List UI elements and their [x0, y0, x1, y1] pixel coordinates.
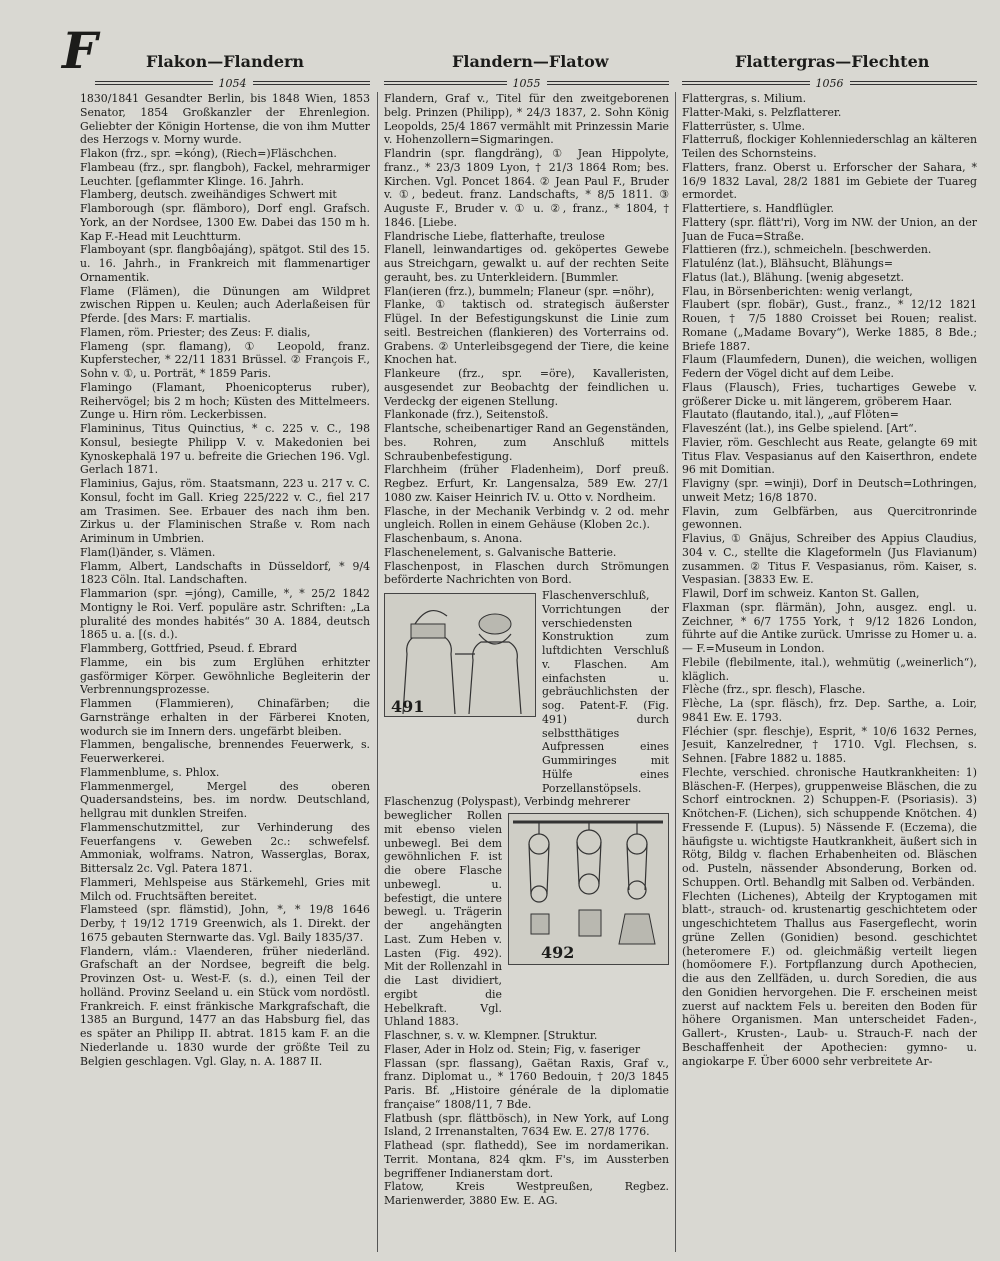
pulley-system-illustration	[509, 814, 667, 964]
section-letter: F	[62, 21, 98, 80]
entry: Flassan (spr. flassang), Gaëtan Raxis, Graf v., franz. Diplomat u., * 1760 Bedouin, † 20/3 1845 Paris. Bf. „Histoire générale de la diplomatie française“ 1808/11, 7 Bde.	[384, 1056, 669, 1111]
entry: Flam(l)änder, s. Vlämen.	[80, 545, 216, 559]
entry: Flaschner, s. v. w. Klempner. [Struktur.	[384, 1029, 598, 1042]
entry: Flavius, ① Gnäjus, Schreiber des Appius Claudius, 304 v. C., stellte die Klageformeln (Jus Flavianum) zusammen. ② Titus F. Vespasianus, röm. Kaiser, s. Vespasian. [3833 Ew. E.	[682, 532, 977, 587]
figure-491	[384, 593, 536, 717]
entry: Flammen, bengalische, brennendes Feuerwerk, s. Feuerwerkerei.	[80, 738, 370, 765]
entry: Flan(ieren (frz.), bummeln; Flaneur (spr. =nöhr),	[384, 284, 655, 298]
entry-flaschenverschluss	[542, 589, 669, 795]
column-left	[80, 92, 370, 1254]
entry: Flavin, zum Gelbfärben, aus Quercitronrinde gewonnen.	[682, 504, 977, 532]
entry: Flatow, Kreis Westpreußen, Regbez. Marienwerder, 3880 Ew. E. AG.	[384, 1180, 669, 1207]
entry: Flatterrüster, s. Ulme.	[682, 119, 805, 133]
entry: Flanke, ① taktisch od. strategisch äußerster Flügel. In der Befestigungskunst die Linie zum seitl. Bestreichen (flankieren) des Vorterrains od. Grabens. ② Unterleibsgegend der Tiere, die keine Knochen hat.	[384, 298, 669, 367]
entry: Flammeri, Mehlspeise aus Stärkemehl, Gries mit Milch od. Fruchtsäften bereitet.	[80, 875, 370, 903]
entry: Flandrin (spr. flangdräng), ① Jean Hippolyte, franz., * 23/3 1809 Lyon, † 21/3 1864 Rom; bes. Kirchen. Vgl. Poncet 1864. ② Jean Paul F., Bruder v. ①, bedeut. franz. Landschafts, * 8/5 1811. ③ Auguste F., Bruder v. ① u. ②, franz., * 1804, † 1846. [Liebe.	[384, 147, 669, 229]
entry: Flamboyant (spr. flangbôajáng), spätgot. Stil des 15. u. 16. Jahrh., in Frankreich mit flammenartiger Ornamentik.	[80, 243, 370, 284]
entry: Flaus (Flausch), Fries, tuchartiges Gewebe v. größerer Dicke u. mit längerem, gröberem Haar.	[682, 380, 977, 408]
pulley-set-middle	[577, 822, 601, 936]
entry: Flandern, vlám.: Vlaenderen, früher niederländ. Grafschaft an der Nordsee, begreift die belg. Provinzen Ost- u. West-F. (s. d.), einen Teil der holländ. Provinz Seeland u. ein Stück vom nordöstl. Frankreich. F. einst fränkische Markgrafschaft, die 1385 an Burgund, 1477 an das Habsburg fiel, das es später an Philipp II. abtrat. 1815 kam F. an die Niederlande u. 1830 wurde der größte Teil zu Belgien geschlagen. Vgl. Glay, n. A. 1887 II.	[80, 944, 370, 1068]
entry: Flankeure (frz., spr. =öre), Kavalleristen, ausgesendet zur Beobachtg der feindlichen u. Verdeckg der eigenen Stellung.	[384, 367, 669, 408]
entry: Flawil, Dorf im schweiz. Kanton St. Gallen,	[682, 587, 920, 600]
entry: Flaschenzug (Polyspast), Verbindg mehrerer	[384, 795, 631, 809]
entry: Fléchier (spr. fleschje), Esprit, * 10/6 1632 Pernes, Jesuit, Kanzelredner, † 1710. Vgl. Flechsen, s. Sehnen. [Fabre 1882 u. 1885.	[682, 724, 977, 765]
entry: Flammen (Flammieren), Chinafärben; die Garnstränge erhalten in der Färberei Knoten, wodurch sie im Innern ders. ungefärbt bleiben.	[80, 697, 370, 738]
entry: Flatus (lat.), Blähung. [wenig abgesetzt.	[682, 270, 904, 284]
entry: Flathead (spr. flathedd), See im nordamerikan. Territ. Montana, 824 qkm. F's, im Aussterben begriffener Indianerstam dort.	[384, 1139, 669, 1180]
bottle-block	[384, 589, 669, 795]
entry: Flasche, in der Mechanik Verbindg v. 2 od. mehr ungleich. Rollen in einem Gehäuse (Kloben 2c.).	[384, 504, 669, 532]
entry: Flattertiere, s. Handflügler.	[682, 202, 834, 215]
figure-492	[508, 813, 669, 965]
figure-number-491: 491	[391, 697, 425, 717]
entry: Flèche, La (spr. fläsch), frz. Dep. Sarthe, a. Loir, 9841 Ew. E. 1793.	[682, 697, 977, 724]
page-number-middle	[384, 76, 669, 90]
entry: Flechten (Lichenes), Abteilg der Kryptogamen mit blatt-, strauch- od. krustenartig geschichtetem oder ungeschichtetem Thallus aus Fasergeflecht, worin grüne Zellen (Gonidien) besond. geschichtet (heteromere F.) od. gleichmäßig verteilt liegen (homöomere F.). Fortpflanzung durch Apothecien, die aus den Zellfäden, u. durch Soredien, die aus den Gonidien hervorgehen. Die F. erscheinen meist zuerst auf nacktem Fels u. bereiten den Boden für höhere Organismen. Man unterscheidet Faden-, Gallert-, Krusten-, Laub- u. Strauch-F. nach der Beschaffenheit der Apothecien: gymno- u. angiokarpe F. Über 6000 sehr verbreitete Ar-	[682, 889, 977, 1068]
entry: Flamm, Albert, Landschafts in Düsseldorf, * 9/4 1823 Cöln. Ital. Landschaften.	[80, 559, 370, 587]
figure-number-492: 492	[541, 943, 575, 963]
entry: Flanell, leinwandartiges od. geköpertes Gewebe aus Streichgarn, gewalkt u. auf der rechten Seite gerauht, bes. zu Unterkleidern. [Bummler.	[384, 243, 669, 284]
entry: Flautato (flautando, ital.), „auf Flöten=	[682, 408, 899, 422]
entry: Flammenblume, s. Phlox.	[80, 765, 220, 779]
entry: Flechte, verschied. chronische Hautkrankheiten: 1) Bläschen-F. (Herpes), gruppenweise Bläschen, die zu Schorf eintrocknen. 2) Schuppen-F. (Psoriasis). 3) Knötchen-F. (Lichen), sich schuppende Knötchen. 4) Fressende F. (Lupus). 5) Nässende F. (Eczema), die häufigste u. wichtigste Hautkrankheit, äußert sich in Rötg, Bildg v. flachen Erhabenheiten od. Bläschen od. Pusteln, nässender Absonderung, Borken od. Schuppen. Ortl. Behandlg mit Salben od. Verbänden.	[682, 765, 977, 889]
entry: Flavier, röm. Geschlecht aus Reate, gelangte 69 mit Titus Flav. Vespasianus auf den Kaiserthron, endete 96 mit Domitian.	[682, 435, 977, 477]
entry: Flamininus, Titus Quinctius, * c. 225 v. C., 198 Konsul, besiegte Philipp V. v. Makedonien bei Kynoskephalä 197 u. befreite die Griechen 196. Vgl. Gerlach 1871.	[80, 422, 370, 477]
header-right: Flattergras—Flechten	[735, 52, 930, 71]
entry: 1830/1841 Gesandter Berlin, bis 1848 Wien, 1853 Senator, 1854 Großkanzler der Ehrenlegion. Geliebter der Königin Hortense, die von ihm Mutter des Herzogs v. Morny wurde.	[80, 92, 370, 147]
page-number-left-text: 1054	[218, 76, 247, 90]
entry: Flantsche, scheibenartiger Rand an Gegenständen, bes. Rohren, zum Anschluß mittels Schraubenbefestigung.	[384, 422, 669, 463]
page-number-left	[95, 76, 370, 90]
entry: Flandern, Graf v., Titel für den zweitgeborenen belg. Prinzen (Philipp), * 24/3 1837, 2. Sohn König Leopolds, 25/4 1867 vermählt mit Prinzessin Marie v. Hohenzollern=Sigmaringen.	[384, 92, 669, 147]
page-number-middle-text: 1055	[512, 76, 541, 90]
entry: Flaum (Flaumfedern, Dunen), die weichen, wolligen Federn der Vögel dicht auf dem Leibe.	[682, 353, 977, 380]
entry: Flamsteed (spr. flämstid), John, *, * 19/8 1646 Derby, † 19/12 1719 Greenwich, als 1. Direkt. der 1675 gebauten Sternwarte das. Vgl. Baily 1835/37.	[80, 903, 370, 944]
entry: Flatulénz (lat.), Blähsucht, Blähungs=	[682, 257, 894, 270]
entry: Flattergras, s. Milium.	[682, 92, 807, 105]
entry: Flatter-Maki, s. Pelzflatterer.	[682, 105, 842, 119]
column-right	[682, 92, 977, 1254]
entry: Flammarion (spr. =jóng), Camille, *, * 25/2 1842 Montigny le Roi. Verf. populäre astr. Schriften: „La pluralité des mondes habités“ 30 A. 1884, deutsch 1865 u. a. [(s. d.).	[80, 587, 370, 642]
entry: Flaschenbaum, s. Anona.	[384, 532, 523, 545]
entry: Flattery (spr. flätt'ri), Vorg im NW. der Union, an der Juan de Fuca=Straße.	[682, 215, 977, 243]
entry: Flau, in Börsenberichten: wenig verlangt,	[682, 284, 913, 298]
entry: Flamen, röm. Priester; des Zeus: F. dialis,	[80, 325, 311, 339]
entry: Flaminius, Gajus, röm. Staatsmann, 223 u. 217 v. C. Konsul, focht im Gall. Krieg 225/222 v. C., fiel 217 am Trasimen. See. Erbauer des nach ihm ben. Zirkus u. der Flaminischen Straße v. Rom nach Ariminum in Umbrien.	[80, 477, 370, 545]
entry: Flebile (flebilmente, ital.), wehmütig („weinerlich“), kläglich.	[682, 655, 977, 683]
entry: Flamme, ein bis zum Erglühen erhitzter gasförmiger Körper. Gewöhnliche Begleiterin der Verbrennungsprozesse.	[80, 655, 370, 697]
column-middle	[384, 92, 669, 1254]
entry: Flaubert (spr. flobär), Gust., franz., * 12/12 1821 Rouen, † 7/5 1880 Croisset bei Rouen; realist. Romane („Madame Bovary“), Werke 1885, 8 Bde.; Briefe 1887.	[682, 298, 977, 353]
entry: Flammberg, Gottfried, Pseud. f. Ebrard	[80, 642, 298, 655]
entry: beweglicher Rollen mit ebenso vielen unbewegl. Bei dem gewöhnlichen F. ist die obere Flasche unbewegl. u. befestigt, die untere bewegl. u. Trägerin der angehängten Last. Zum Heben v. Lasten (Fig. 492). Mit der Rollenzahl in die Last dividiert, ergibt die Hebelkraft. Vgl. Uhland 1883.	[384, 809, 502, 1029]
entry: Flankonade (frz.), Seitenstoß.	[384, 408, 549, 422]
entry: Flèche (frz., spr. flesch), Flasche.	[682, 683, 866, 697]
column-divider	[377, 92, 378, 1252]
entry: Flammenmergel, Mergel des oberen Quadersandsteins, bes. im nordw. Deutschland, hellgrau mit dunklen Streifen.	[80, 779, 370, 820]
entry: Flarchheim (früher Fladenheim), Dorf preuß. Regbez. Erfurt, Kr. Langensalza, 589 Ew. 27/1 1080 zw. Kaiser Heinrich IV. u. Otto v. Nordheim.	[384, 463, 669, 504]
entry: Flatters, franz. Oberst u. Erforscher der Sahara, * 16/9 1832 Laval, 28/2 1881 im Gebiete der Tuareg ermordet.	[682, 160, 977, 202]
entry: Flaschenelement, s. Galvanische Batterie.	[384, 545, 617, 559]
entry: Flandrische Liebe, flatterhafte, treulose	[384, 229, 605, 243]
entry: Flambeau (frz., spr. flangboh), Fackel, mehrarmiger Leuchter. [geflammter Klinge. 16. Jahrh.	[80, 160, 370, 188]
entry: Flakon (frz., spr. =kóng), (Riech=)Fläschchen.	[80, 147, 337, 160]
entry: Flame (Flämen), die Dünungen am Wildpret zwischen Rippen u. Keulen; auch Aderlaßeisen für Pferde. [des Mars: F. martialis.	[80, 284, 370, 325]
entry: Flameng (spr. flamang), ① Leopold, franz. Kupferstecher, * 22/11 1831 Brüssel. ② François F., Sohn v. ①, u. Porträt, * 1859 Paris.	[80, 339, 370, 380]
pulley-block	[384, 809, 669, 1029]
entry: Flaveszént (lat.), ins Gelbe spielend. [Art“.	[682, 422, 918, 435]
header-middle: Flandern—Flatow	[452, 52, 609, 71]
pulley-set-right	[619, 822, 655, 944]
entry: Flamberg, deutsch. zweihändiges Schwert mit	[80, 188, 337, 202]
page-number-right	[682, 76, 977, 90]
entry: Flatbush (spr. flättbösch), in New York, auf Long Island, 2 Irrenanstalten, 7634 Ew. E. 27/8 1776.	[384, 1111, 669, 1139]
entry: Flaser, Ader in Holz od. Stein; Fig, v. faseriger	[384, 1042, 641, 1056]
entry: Flatterruß, flockiger Kohlenniederschlag an kälteren Teilen des Schornsteins.	[682, 133, 977, 160]
column-divider	[675, 92, 676, 1252]
entry: Flamborough (spr. flämboro), Dorf engl. Grafsch. York, an der Nordsee, 1300 Ew. Dabei das 150 m h. Kap F.-Head mit Leuchtturm.	[80, 202, 370, 243]
pulley-set-left	[529, 822, 549, 934]
entry: Flamingo (Flamant, Phoenicopterus ruber), Reihervögel; bis 2 m hoch; Küsten des Mittelmeers. Zunge u. Hirn röm. Leckerbissen.	[80, 380, 370, 422]
entry: Flammenschutzmittel, zur Verhinderung des Feuerfangens v. Geweben 2c.: schwefelsf. Ammoniak, wolframs. Natron, Wasserglas, Borax, Bittersalz 2c. Vgl. Patera 1871.	[80, 820, 370, 875]
entry: Flattieren (frz.), schmeicheln. [beschwerden.	[682, 243, 932, 257]
header-left: Flakon—Flandern	[146, 52, 305, 71]
entry: Flavigny (spr. =winji), Dorf in Deutsch=Lothringen, unweit Metz; 16/8 1870.	[682, 477, 977, 504]
entry: Flaschenpost, in Flaschen durch Strömungen beförderte Nachrichten von Bord.	[384, 559, 669, 587]
page-number-right-text: 1056	[815, 76, 844, 90]
entry: Flaxman (spr. flärmän), John, ausgez. engl. u. Zeichner, * 6/7 1755 York, † 9/12 1826 London, führte auf die Antike zurück. Umrisse zu Homer u. a. — F.=Museum in London.	[682, 600, 977, 655]
entry-flaschenzug	[384, 809, 502, 1029]
entry: Flaschenverschluß, Vorrichtungen der verschiedensten Konstruktion zum luftdichten Verschluß v. Flaschen. Am einfachsten u. gebräuchlichsten der sog. Patent-F. (Fig. 491) durch selbstthätiges Aufpressen eines Gummiringes mit Hülfe eines Porzellanstöpsels.	[542, 589, 669, 795]
